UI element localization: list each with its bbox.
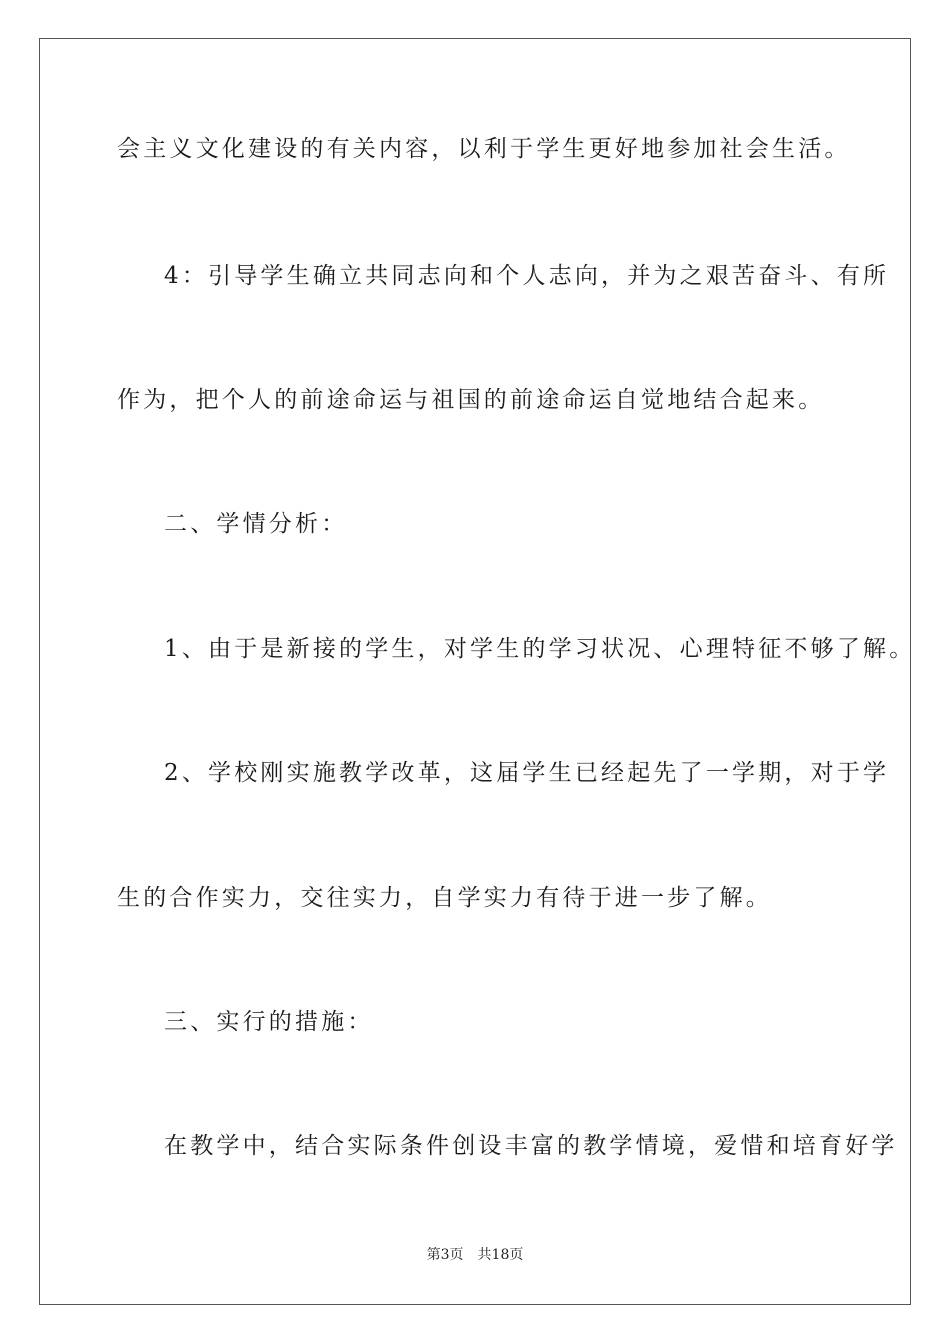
section-heading: 三、实行的措施： xyxy=(164,1009,374,1035)
paragraph-line: 4：引导学生确立共同志向和个人志向，并为之艰苦奋斗、有所 xyxy=(164,263,890,289)
paragraph-line: 会主义文化建设的有关内容，以利于学生更好地参加社会生活。 xyxy=(117,136,851,162)
paragraph-line: 在教学中，结合实际条件创设丰富的教学情境，爱惜和培育好学 xyxy=(164,1133,898,1159)
section-heading: 二、学情分析： xyxy=(164,511,348,537)
page-border xyxy=(39,38,916,1305)
paragraph-line: 作为，把个人的前途命运与祖国的前途命运自觉地结合起来。 xyxy=(117,387,825,413)
paragraph-line: 2、学校刚实施教学改革，这届学生已经起先了一学期，对于学 xyxy=(164,760,890,786)
paragraph-line: 生的合作实力，交往实力，自学实力有待于进一步了解。 xyxy=(117,885,772,911)
paragraph-line: 1、由于是新接的学生，对学生的学习状况、心理特征不够了解。 xyxy=(164,636,916,662)
page-number-footer: 第3页 共18页 xyxy=(426,1247,524,1263)
